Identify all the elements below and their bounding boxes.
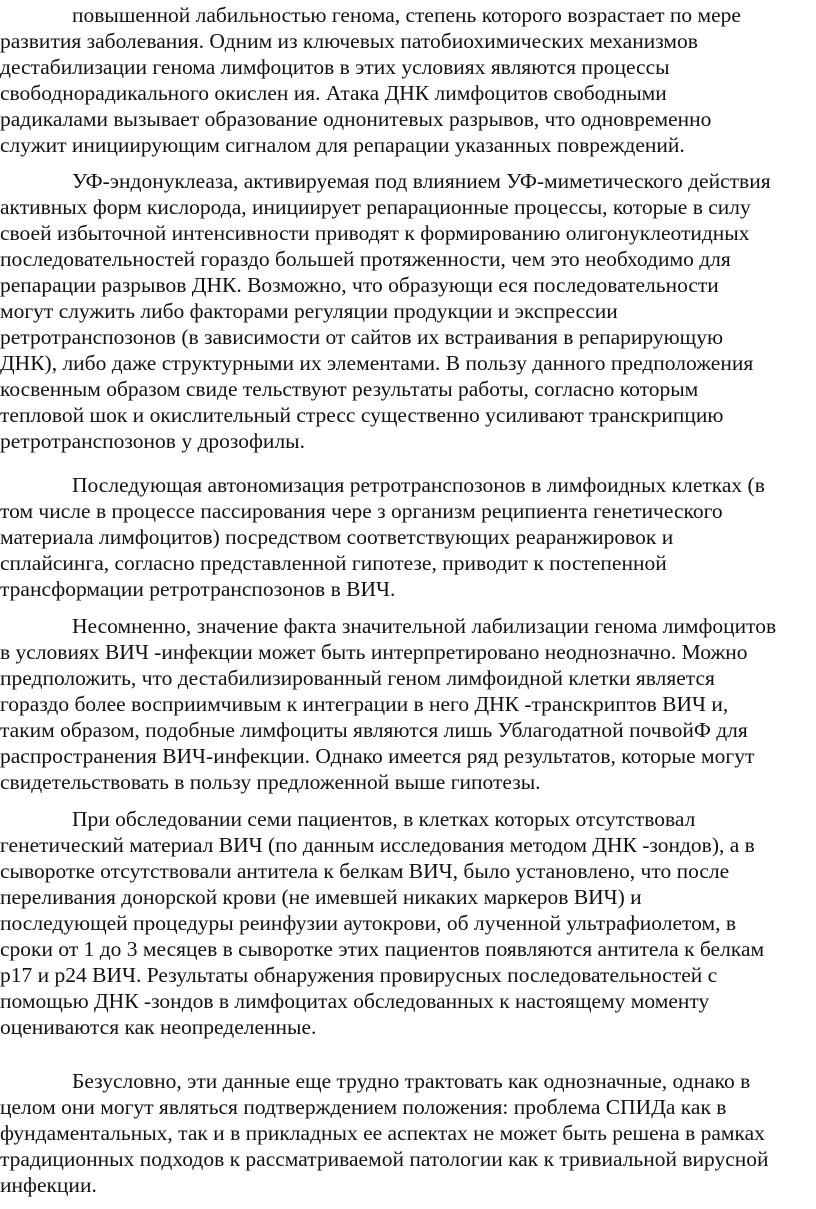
text-line: распространения ВИЧ-инфекции. Однако имеется ряд результатов, которые могут (0, 744, 755, 768)
paragraph-retrotransposon-autonomization (0, 472, 816, 602)
paragraph-uv-endonuclease (0, 168, 816, 454)
paragraph-hiv-interpretation (0, 613, 816, 795)
text-line: последовательностей гораздо большей протяженности, чем это необходимо для (0, 247, 731, 271)
text-line: материала лимфоцитов) посредством соответствующих реаранжировок и (0, 525, 674, 549)
text-line: традиционных подходов к рассматриваемой патологии как к тривиальной вирусной (0, 1147, 769, 1171)
text-line: оцениваются как неопределенные. (0, 1015, 317, 1039)
text-line: том числе в процессе пассирования чере з организм реципиента генетического (0, 499, 723, 523)
text-line: сплайсинга, согласно представленной гипотезе, приводит к постепенной (0, 551, 667, 575)
text-line: радикалами вызывает образование однонитевых разрывов, что одновременно (0, 107, 712, 131)
text-line: сыворотке отсутствовали антитела к белкам ВИЧ, было установлено, что после (0, 859, 730, 883)
paragraph-patient-study (0, 806, 816, 1040)
text-line: генетический материал ВИЧ (по данным исследования методом ДНК -зондов), а в (0, 833, 755, 857)
text-line: тепловой шок и окислительный стресс существенно усиливают транскрипцию (0, 403, 724, 427)
text-line: помощью ДНК -зондов в лимфоцитах обследованных к настоящему моменту (0, 989, 710, 1013)
text-line: сроки от 1 до 3 месяцев в сыворотке этих пациентов появляются антитела к белкам (0, 937, 765, 961)
text-line: в условиях ВИЧ -инфекции может быть интерпретировано неоднозначно. Можно (0, 640, 748, 664)
text-line: При обследовании семи пациентов, в клетках которых отсутствовал (72, 807, 696, 831)
text-line: косвенным образом свиде тельствуют результаты работы, согласно которым (0, 377, 699, 401)
text-line: дестабилизации генома лимфоцитов в этих условиях являются процессы (0, 55, 670, 79)
text-line: могут служить либо факторами регуляции продукции и экспрессии (0, 299, 618, 323)
text-line: свободнорадикального окислен ия. Атака ДНК лимфоцитов свободными (0, 81, 667, 105)
text-line: повышенной лабильностью генома, степень которого возрастает по мере (72, 3, 741, 27)
text-line: УФ-эндонуклеаза, активируемая под влиянием УФ-миметического действия (72, 169, 771, 193)
text-line: целом они могут являться подтверждением положения: проблема СПИДа как в (0, 1095, 727, 1119)
text-line: предположить, что дестабилизированный геном лимфоидной клетки является (0, 666, 715, 690)
text-line: фундаментальных, так и в прикладных ее аспектах не может быть решена в рамках (0, 1121, 765, 1145)
text-line: инфекции. (0, 1173, 97, 1197)
text-line: ДНК), либо даже структурными их элементами. В пользу данного предположения (0, 351, 754, 375)
paragraph-genome-lability (0, 2, 816, 158)
text-line: репарации разрывов ДНК. Возможно, что образующи еся последовательности (0, 273, 719, 297)
text-line: переливания донорской крови (не имевшей никаких маркеров ВИЧ) и (0, 885, 642, 909)
text-line: своей избыточной интенсивности приводят к формированию олигонуклеотидных (0, 221, 750, 245)
text-line: служит инициирующим сигналом для репарации указанных повреждений. (0, 133, 685, 157)
text-line: Безусловно, эти данные еще трудно трактовать как однозначные, однако в (72, 1069, 751, 1093)
text-line: активных форм кислорода, инициирует репарационные процессы, которые в силу (0, 195, 751, 219)
text-line: последующей процедуры реинфузии аутокрови, об лученной ультрафиолетом, в (0, 911, 736, 935)
text-line: ретротранспозонов у дрозофилы. (0, 429, 305, 453)
text-line: p17 и p24 ВИЧ. Результаты обнаружения провирусных последовательностей с (0, 963, 718, 987)
text-line: Несомненно, значение факта значительной лабилизации генома лимфоцитов (72, 614, 777, 638)
text-line: свидетельствовать в пользу предложенной выше гипотезы. (0, 770, 541, 794)
text-line: таким образом, подобные лимфоциты являются лишь Ублагодатной почвойФ для (0, 718, 748, 742)
text-line: гораздо более восприимчивым к интеграции в него ДНК -транскриптов ВИЧ и, (0, 692, 729, 716)
paragraph-conclusion (0, 1068, 816, 1198)
text-line: Последующая автономизация ретротранспозонов в лимфоидных клетках (в (72, 473, 765, 497)
text-line: ретротранспозонов (в зависимости от сайтов их встраивания в репарирующую (0, 325, 724, 349)
text-line: развития заболевания. Одним из ключевых патобиохимических механизмов (0, 29, 698, 53)
text-line: трансформации ретротранспозонов в ВИЧ. (0, 577, 396, 601)
